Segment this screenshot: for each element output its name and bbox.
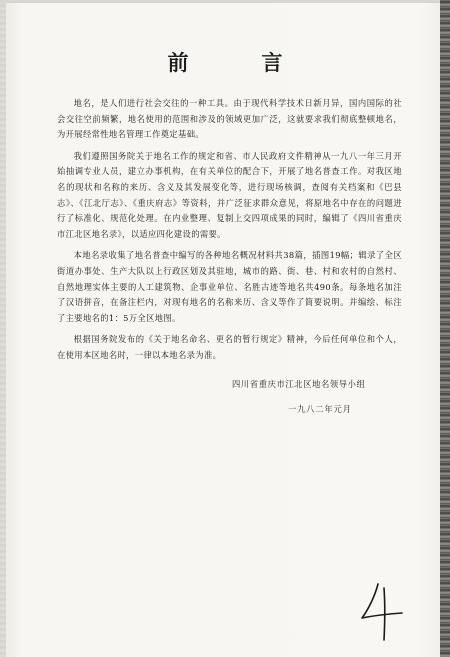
scan-edge-right bbox=[440, 0, 450, 657]
signature-date: 一九八二年元月 bbox=[288, 404, 352, 414]
preface-body bbox=[57, 96, 402, 364]
paragraph: 根据国务院发布的《关于地名命名、更名的暂行规定》精神，今后任何单位和个人，在使用本区地名时，一律以本地名录为准。 bbox=[57, 334, 402, 360]
page-title: 前 言 bbox=[167, 50, 309, 75]
paragraph: 地名，是人们进行社会交往的一种工具。由于现代科学技术日新月异，国内国际的社会交往空前频繁，地名使用的范围和涉及的领域更加广泛，这就要求我们彻底整顿地名，为开展经常性地名管理工作奠定基础。 bbox=[57, 98, 402, 140]
scan-edge-top bbox=[0, 0, 450, 3]
scan-edge-left bbox=[0, 0, 6, 657]
signature-organization: 四川省重庆市江北区地名领导小组 bbox=[232, 379, 366, 389]
paragraph: 我们遵照国务院关于地名工作的规定和省、市人民政府文件精神从一九八一年三月开始抽调专业人员，建立办事机构，在有关单位的配合下，开展了地名普查工作。对我区地名的现状和名称的来历、含义及其发展变化等，进行现场核调，查阅有关档案和《巴县志》、《江北厅志》、《重庆府志》等资料，并广泛征求群众意见，将原地名中存在的问题进行了标准化、规范化处理。在内业整理、复制上交四项成果的同时，编辑了《四川省重庆市江北区地名录》，以适应四化建设的需要。 bbox=[57, 150, 402, 239]
paragraph: 本地名录收集了地名普查中编写的各种地名概况材料共38篇，插图19幅；辑录了全区街道办事处、生产大队以上行政区划及其驻地，城市的路、街、巷、村和农村的自然村、自然地理实体主要的人工建筑物、企事业单位、名胜古迹等地名共490条。每条地名加注了汉语拼音，在备注栏内，对现有地名的名称来历、含义等作了简要说明。并编绘、标注了主要地名的1：5万全区地图。 bbox=[57, 250, 402, 323]
handwritten-page-number bbox=[358, 580, 406, 642]
